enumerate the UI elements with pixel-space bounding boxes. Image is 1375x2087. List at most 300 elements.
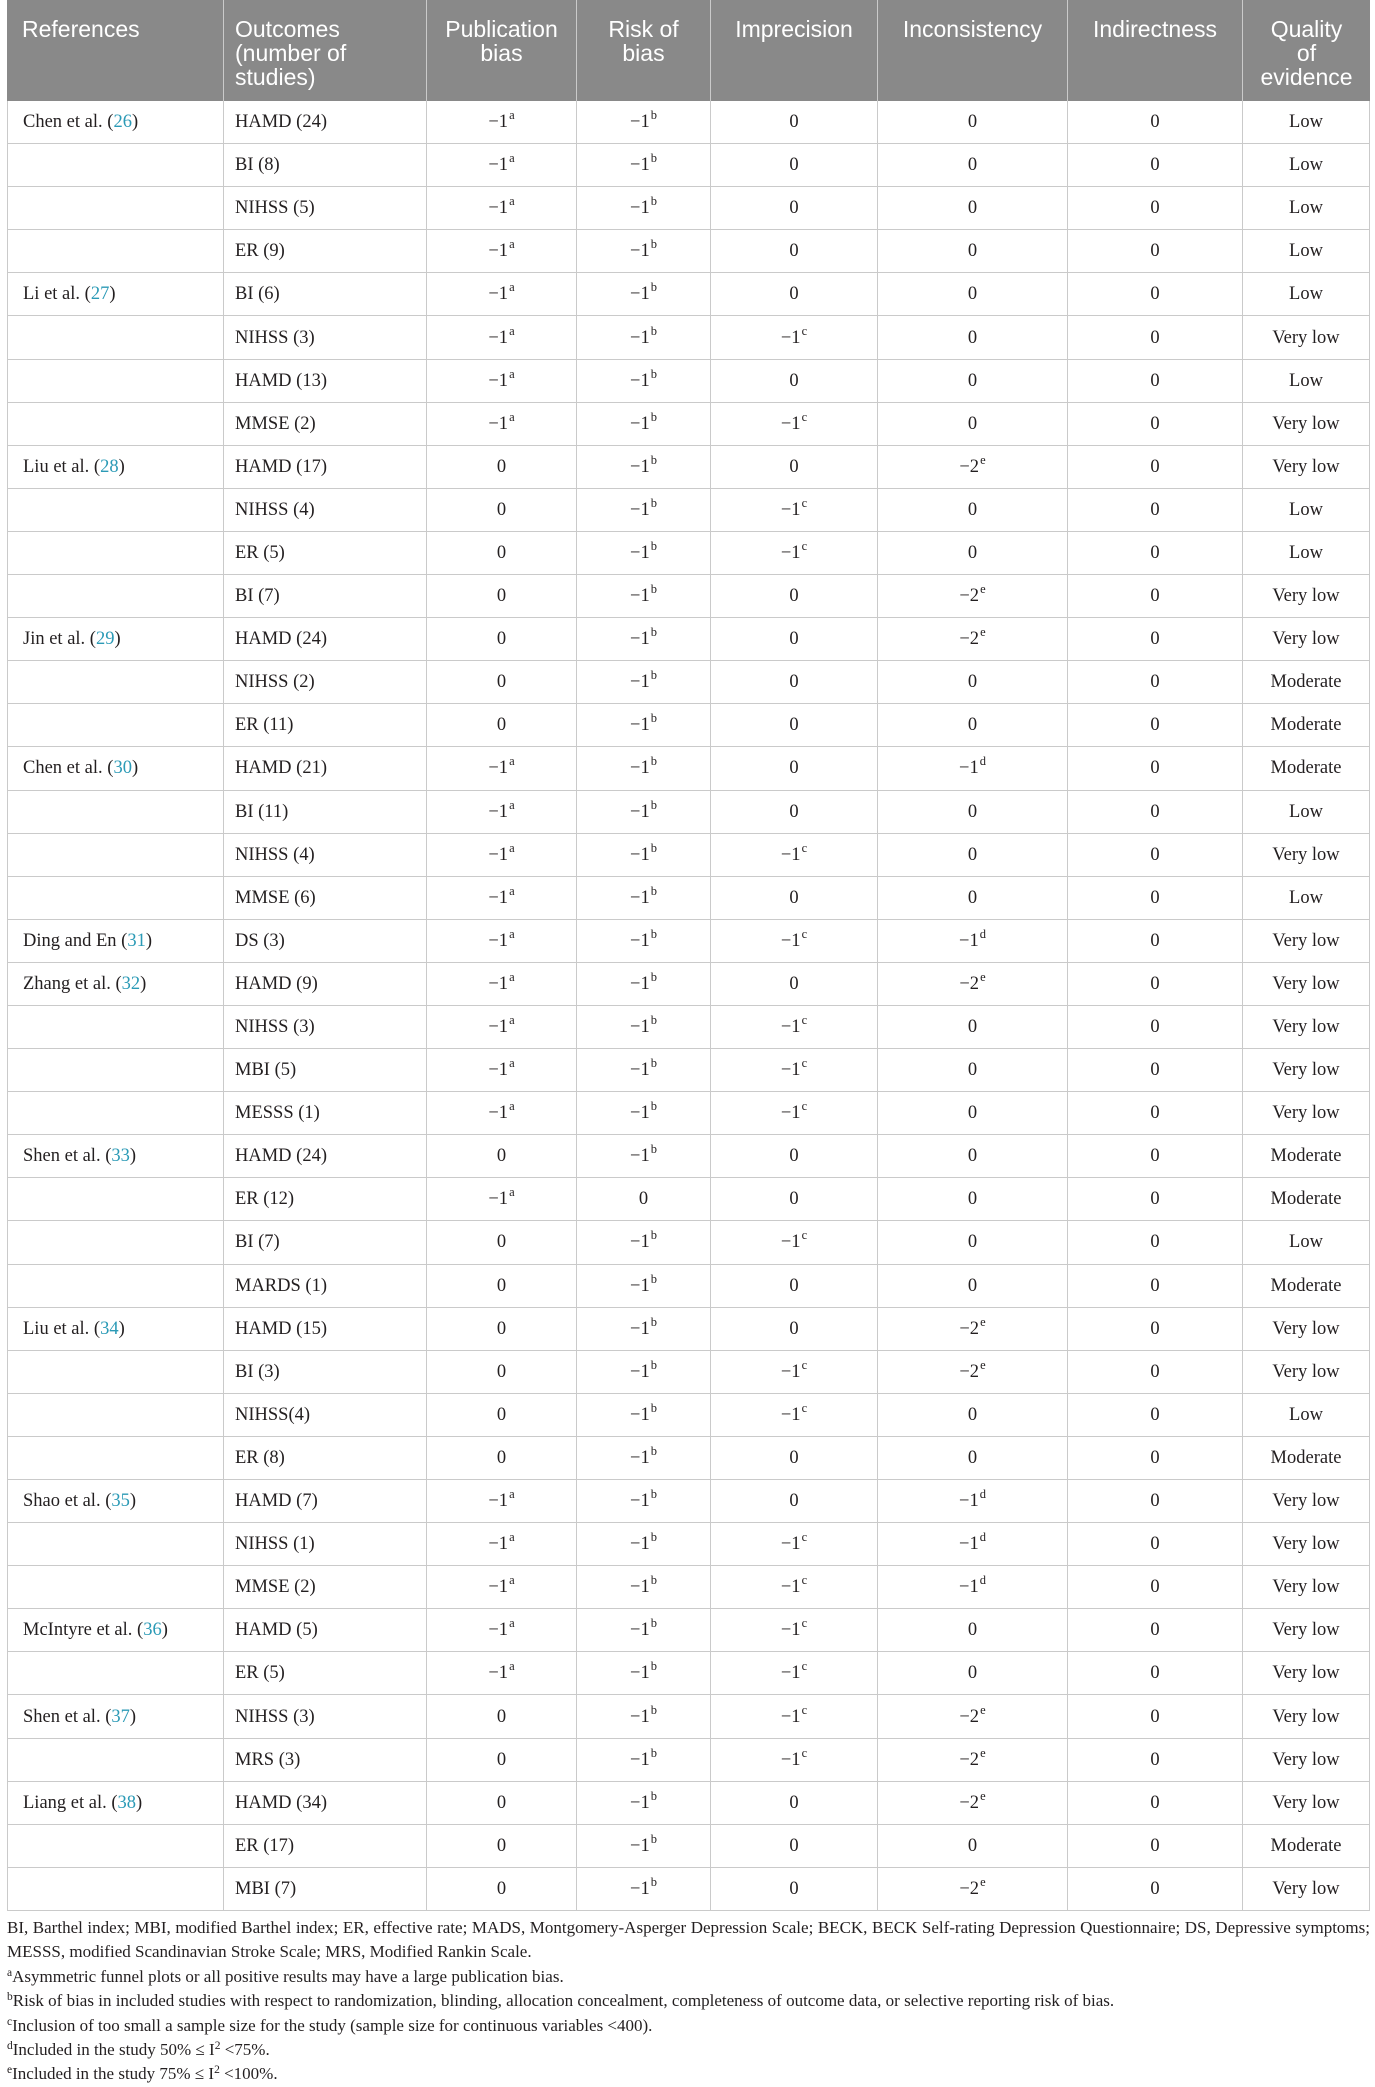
grade-value: −1 (630, 499, 650, 520)
inconsistency-cell (878, 273, 1068, 315)
quality-cell: Low (1243, 791, 1370, 833)
grade-value: −1 (630, 715, 650, 736)
reference-author: Liu et al. (23, 1318, 90, 1339)
column-header-risk-of-bias (577, 0, 711, 101)
grade-value: 0 (1150, 672, 1160, 693)
publication-bias-cell: −1 $^a$ (427, 360, 577, 402)
grade-value: −1 (630, 1060, 650, 1081)
footnote-mark: c (7, 2015, 13, 2028)
publication-bias-cell: −1 $^a$ (427, 1480, 577, 1522)
footnote-mark: e (7, 2064, 13, 2077)
risk-of-bias-cell: −1 $^b$ (577, 575, 711, 617)
grade-value: 0 (496, 1878, 507, 1899)
reference-author: Liu et al. (23, 456, 90, 477)
quality-cell: Very low (1243, 1006, 1370, 1048)
grade-value: −1 (630, 1663, 650, 1684)
grade-value: −1 (959, 930, 979, 951)
table-row (7, 187, 1370, 230)
table-header (7, 0, 1370, 101)
quality-cell: Very low (1243, 1566, 1370, 1608)
grade-value: 0 (967, 1404, 978, 1425)
imprecision-cell: −1 $^c$ (711, 1695, 878, 1737)
inconsistency-cell (878, 1437, 1068, 1479)
reference-link[interactable]: 26 (113, 112, 132, 133)
publication-bias-cell: −1 $^a$ (427, 963, 577, 1005)
grade-value: 0 (967, 241, 978, 262)
grade-value: 0 (789, 629, 799, 650)
inconsistency-cell (878, 791, 1068, 833)
grade-value: 0 (1150, 1534, 1160, 1555)
risk-of-bias-cell: −1 $^b$ (577, 920, 711, 962)
grade-value: 0 (1150, 1620, 1160, 1641)
reference-link[interactable]: 27 (90, 284, 110, 305)
grade-value: 0 (789, 801, 799, 822)
quality-cell: Very low (1243, 1782, 1370, 1824)
grade-value: −1 (630, 1706, 650, 1727)
inconsistency-cell (878, 316, 1068, 358)
grade-value: 0 (967, 887, 978, 908)
grade-value: 0 (496, 586, 507, 607)
outcome-cell: BI (11) (224, 791, 427, 833)
publication-bias-cell: −1 $^a$ (427, 1523, 577, 1565)
quality-cell: Moderate (1243, 1437, 1370, 1479)
quality-cell: Moderate (1243, 1825, 1370, 1867)
inconsistency-cell: −2 $^e$ (878, 1695, 1068, 1737)
publication-bias-cell (427, 1308, 577, 1350)
risk-of-bias-cell: −1 $^b$ (577, 1135, 711, 1177)
grade-value: −1 (630, 1878, 650, 1899)
publication-bias-cell (427, 661, 577, 703)
inconsistency-cell (878, 101, 1068, 143)
table-row (7, 532, 1370, 575)
reference-bracket-close: ) (131, 758, 139, 779)
grade-value: 0 (789, 586, 799, 607)
grade-value: 0 (967, 844, 978, 865)
grade-value: −1 (630, 1491, 650, 1512)
reference-bracket-open: ( (107, 112, 114, 133)
grade-value: 0 (1150, 370, 1160, 391)
publication-bias-cell: −1 $^a$ (427, 1652, 577, 1694)
grade-value: −1 (780, 1706, 801, 1727)
reference-cell (7, 877, 224, 919)
grade-value: −1 (488, 1017, 509, 1038)
outcome-cell: BI (7) (224, 1221, 427, 1263)
header-label: Publication bias (445, 16, 558, 66)
table-row (7, 273, 1370, 316)
quality-cell: Low (1243, 532, 1370, 574)
reference-cell (7, 1265, 224, 1307)
indirectness-cell (1068, 920, 1243, 962)
reference-bracket-open: ( (105, 1491, 112, 1512)
reference-link[interactable]: 29 (95, 629, 115, 650)
indirectness-cell (1068, 1480, 1243, 1522)
reference-link[interactable]: 33 (111, 1146, 130, 1167)
grade-value: −2 (959, 973, 980, 994)
grade-value: 0 (1150, 586, 1160, 607)
table-row (7, 1480, 1370, 1523)
table-footnotes (7, 1916, 1370, 2087)
reference-bracket-close: ) (136, 1792, 143, 1813)
indirectness-cell (1068, 1221, 1243, 1263)
grade-value: 0 (789, 1146, 799, 1167)
inconsistency-cell: −1 $^d$ (878, 1480, 1068, 1522)
grade-value: −1 (488, 155, 509, 176)
publication-bias-cell (427, 704, 577, 746)
quality-cell: Very low (1243, 920, 1370, 962)
inconsistency-cell (878, 187, 1068, 229)
grade-value: 0 (967, 801, 978, 822)
reference-bracket-close: ) (129, 1491, 137, 1512)
inconsistency-cell: −2 $^e$ (878, 446, 1068, 488)
outcome-cell: NIHSS (1) (224, 1523, 427, 1565)
footnote-text: Inclusion of too small a sample size for the study (sample size for continuous variables <400). (12, 2015, 653, 2035)
grade-value: −1 (488, 1577, 509, 1598)
risk-of-bias-cell: −1 $^b$ (577, 1609, 711, 1651)
reference-link[interactable]: 38 (117, 1792, 137, 1813)
quality-cell: Very low (1243, 1308, 1370, 1350)
grade-value: −1 (630, 413, 650, 434)
risk-of-bias-cell: −1 $^b$ (577, 1652, 711, 1694)
grade-value: −1 (630, 586, 650, 607)
reference-bracket-close: ) (145, 930, 152, 951)
inconsistency-cell (878, 834, 1068, 876)
grade-value: 0 (1150, 1060, 1160, 1081)
outcome-cell: MMSE (6) (224, 877, 427, 919)
outcome-cell: NIHSS (5) (224, 187, 427, 229)
risk-of-bias-cell: −1 $^b$ (577, 1265, 711, 1307)
quality-cell: Moderate (1243, 1135, 1370, 1177)
publication-bias-cell: −1 $^a$ (427, 1092, 577, 1134)
grade-value: −2 (959, 1318, 980, 1339)
table-row (7, 747, 1370, 790)
risk-of-bias-cell: −1 $^b$ (577, 187, 711, 229)
quality-cell: Moderate (1243, 747, 1370, 789)
publication-bias-cell: −1 $^a$ (427, 1006, 577, 1048)
reference-cell (7, 704, 224, 746)
grade-value: −1 (630, 1146, 650, 1167)
grade-value: 0 (967, 1103, 978, 1124)
table-row (7, 1566, 1370, 1609)
reference-link[interactable]: 35 (111, 1491, 130, 1512)
risk-of-bias-cell: −1 $^b$ (577, 791, 711, 833)
outcome-cell: MMSE (2) (224, 403, 427, 445)
imprecision-cell (711, 187, 878, 229)
reference-cell (7, 920, 224, 962)
risk-of-bias-cell: −1 $^b$ (577, 1782, 711, 1824)
table-row (7, 360, 1370, 403)
grade-value: −1 (780, 1620, 801, 1641)
grade-value: 0 (1150, 887, 1160, 908)
grade-value: −1 (780, 1103, 801, 1124)
reference-author: Shen et al. (23, 1706, 101, 1727)
reference-link[interactable]: 36 (143, 1620, 162, 1641)
reference-link[interactable]: 28 (100, 456, 119, 477)
table-row (7, 920, 1370, 963)
reference-bracket-open: ( (115, 973, 122, 994)
risk-of-bias-cell: −1 $^b$ (577, 1006, 711, 1048)
reference-cell (7, 532, 224, 574)
outcome-cell: HAMD (7) (224, 1480, 427, 1522)
reference-cell (7, 144, 224, 186)
grade-value: −1 (630, 327, 650, 348)
indirectness-cell (1068, 1825, 1243, 1867)
grade-value: 0 (789, 284, 799, 305)
reference-bracket-close: ) (109, 284, 116, 305)
grade-value: 0 (967, 1232, 978, 1253)
grade-value: −1 (488, 413, 509, 434)
table-row (7, 1049, 1370, 1092)
grade-value: 0 (789, 715, 799, 736)
imprecision-cell (711, 1825, 878, 1867)
publication-bias-cell (427, 489, 577, 531)
indirectness-cell (1068, 230, 1243, 272)
outcome-cell: ER (5) (224, 1652, 427, 1694)
table-row (7, 1652, 1370, 1695)
indirectness-cell (1068, 1868, 1243, 1910)
reference-link[interactable]: 31 (127, 930, 146, 951)
reference-author: Chen et al. (23, 112, 103, 133)
risk-of-bias-cell: −1 $^b$ (577, 1480, 711, 1522)
grade-value: −1 (630, 542, 650, 563)
imprecision-cell: −1 $^c$ (711, 1652, 878, 1694)
imprecision-cell: −1 $^c$ (711, 1092, 878, 1134)
grade-value: −1 (488, 327, 509, 348)
inconsistency-cell (878, 704, 1068, 746)
footnote-text: <75%. (220, 2040, 270, 2060)
reference-bracket-open: ( (93, 1318, 101, 1339)
grade-value: 0 (967, 1663, 978, 1684)
footnote-text: Risk of bias in included studies with respect to randomization, blinding, allocation concealment, completeness of outcome data, or selective reporting risk of bias. (12, 1991, 1115, 2011)
grade-value: 0 (1150, 1663, 1160, 1684)
table-row (7, 1178, 1370, 1221)
grade-value: 0 (1150, 1146, 1160, 1167)
reference-cell (7, 1782, 224, 1824)
table-row (7, 1006, 1370, 1049)
indirectness-cell (1068, 877, 1243, 919)
imprecision-cell (711, 1135, 878, 1177)
grade-value: −1 (630, 198, 650, 219)
quality-cell: Moderate (1243, 1178, 1370, 1220)
imprecision-cell: −1 $^c$ (711, 1394, 878, 1436)
risk-of-bias-cell: −1 $^b$ (577, 273, 711, 315)
grade-value: 0 (789, 370, 799, 391)
imprecision-cell: −1 $^c$ (711, 316, 878, 358)
outcome-cell: HAMD (5) (224, 1609, 427, 1651)
reference-author: Shao et al. (23, 1491, 101, 1512)
publication-bias-cell (427, 575, 577, 617)
publication-bias-cell (427, 1221, 577, 1263)
indirectness-cell (1068, 360, 1243, 402)
publication-bias-cell (427, 1782, 577, 1824)
reference-cell (7, 1221, 224, 1263)
inconsistency-cell (878, 1092, 1068, 1134)
header-label: Quality of evidence (1260, 16, 1353, 90)
grade-value: −1 (488, 887, 509, 908)
grade-value: 0 (1150, 155, 1160, 176)
grade-value: 0 (1150, 1706, 1160, 1727)
reference-cell (7, 1695, 224, 1737)
grade-value: 0 (1150, 456, 1160, 477)
grade-value: 0 (496, 542, 507, 563)
grade-value: 0 (1150, 413, 1160, 434)
table-row (7, 963, 1370, 1006)
table-row (7, 877, 1370, 920)
outcome-cell: HAMD (24) (224, 1135, 427, 1177)
reference-cell (7, 1135, 224, 1177)
outcome-cell: DS (3) (224, 920, 427, 962)
risk-of-bias-cell: −1 $^b$ (577, 1695, 711, 1737)
grade-value: 0 (967, 1620, 978, 1641)
publication-bias-cell (427, 1825, 577, 1867)
grade-value: 0 (496, 629, 507, 650)
quality-cell: Very low (1243, 1523, 1370, 1565)
publication-bias-cell (427, 1265, 577, 1307)
outcome-cell: ER (8) (224, 1437, 427, 1479)
grade-value: 0 (967, 112, 978, 133)
quality-cell: Very low (1243, 1049, 1370, 1091)
table-row (7, 1782, 1370, 1825)
header-label: Indirectness (1092, 16, 1217, 42)
risk-of-bias-cell: −1 $^b$ (577, 747, 711, 789)
grade-value: 0 (789, 198, 799, 219)
table-row (7, 1739, 1370, 1782)
table-row (7, 144, 1370, 187)
reference-cell (7, 360, 224, 402)
reference-author: Zhang et al. (23, 973, 111, 994)
outcome-cell: NIHSS (4) (224, 834, 427, 876)
grade-value: 0 (1150, 1275, 1160, 1296)
reference-bracket-close: ) (114, 629, 121, 650)
risk-of-bias-cell (577, 1178, 711, 1220)
inconsistency-cell (878, 532, 1068, 574)
reference-bracket-close: ) (118, 1318, 125, 1339)
publication-bias-cell: −1 $^a$ (427, 1609, 577, 1651)
table-row (7, 489, 1370, 532)
indirectness-cell (1068, 575, 1243, 617)
inconsistency-cell (878, 1825, 1068, 1867)
header-label: Outcomes (number of studies) (235, 16, 347, 90)
grade-value: 0 (789, 1835, 799, 1856)
inconsistency-cell (878, 1652, 1068, 1694)
outcome-cell: MRS (3) (224, 1739, 427, 1781)
risk-of-bias-cell: −1 $^b$ (577, 1868, 711, 1910)
outcome-cell: BI (6) (224, 273, 427, 315)
quality-cell: Moderate (1243, 1265, 1370, 1307)
reference-author: Shen et al. (23, 1146, 101, 1167)
grade-value: 0 (789, 155, 799, 176)
grade-value: −1 (630, 1749, 650, 1770)
grade-value: 0 (1150, 1103, 1160, 1124)
reference-link[interactable]: 30 (113, 758, 132, 779)
quality-cell: Very low (1243, 1739, 1370, 1781)
grade-value: 0 (1150, 1749, 1160, 1770)
indirectness-cell (1068, 1437, 1243, 1479)
grade-value: −1 (488, 370, 509, 391)
grade-value: −1 (959, 758, 979, 779)
grade-value: −1 (780, 1534, 801, 1555)
reference-cell (7, 1825, 224, 1867)
indirectness-cell (1068, 834, 1243, 876)
quality-cell: Low (1243, 273, 1370, 315)
indirectness-cell (1068, 1695, 1243, 1737)
grade-value: 0 (496, 499, 507, 520)
reference-cell (7, 403, 224, 445)
superscript: 2 (214, 2064, 220, 2077)
abbreviations-note: BI, Barthel index; MBI, modified Barthel index; ER, effective rate; MADS, Montgomery-Asperger Depression Scale; BECK, BECK Self-rating Depression Questionnaire; DS, Depressive symptoms; MESSS, modified Scandinavian Stroke Scale; MRS, Modified Rankin Scale. (7, 1918, 1370, 1962)
outcome-cell: NIHSS (3) (224, 1695, 427, 1737)
publication-bias-cell: −1 $^a$ (427, 747, 577, 789)
outcome-cell: HAMD (13) (224, 360, 427, 402)
imprecision-cell (711, 1480, 878, 1522)
publication-bias-cell: −1 $^a$ (427, 316, 577, 358)
grade-value: −2 (959, 1878, 980, 1899)
grade-value: 0 (496, 672, 507, 693)
reference-cell (7, 1868, 224, 1910)
footnote-text: <100%. (219, 2064, 278, 2084)
grade-value: −1 (630, 284, 650, 305)
grade-value: −1 (630, 1447, 650, 1468)
reference-cell (7, 1351, 224, 1393)
reference-cell (7, 1394, 224, 1436)
grade-value: 0 (967, 542, 978, 563)
grade-value: −1 (630, 155, 650, 176)
outcome-cell: HAMD (24) (224, 618, 427, 660)
reference-link[interactable]: 32 (121, 973, 141, 994)
grade-value: 0 (1150, 1318, 1160, 1339)
column-header-quality-of-evidence (1243, 0, 1370, 101)
quality-cell: Very low (1243, 1695, 1370, 1737)
publication-bias-cell: −1 $^a$ (427, 273, 577, 315)
quality-cell: Very low (1243, 1868, 1370, 1910)
quality-cell: Low (1243, 1221, 1370, 1263)
reference-cell (7, 575, 224, 617)
grade-value: −1 (488, 930, 509, 951)
reference-bracket-close: ) (161, 1620, 168, 1641)
grade-value: −1 (630, 1275, 650, 1296)
reference-bracket-open: ( (84, 284, 91, 305)
grade-value: −1 (959, 1534, 979, 1555)
grade-value: −1 (630, 801, 650, 822)
imprecision-cell (711, 360, 878, 402)
reference-cell (7, 101, 224, 143)
column-header-outcomes (224, 0, 427, 101)
grade-value: −1 (488, 1620, 509, 1641)
footnote-mark: a (7, 1966, 13, 1979)
reference-bracket-close: ) (129, 1146, 137, 1167)
imprecision-cell: −1 $^c$ (711, 1221, 878, 1263)
grade-value: −1 (488, 758, 509, 779)
reference-link[interactable]: 37 (111, 1706, 130, 1727)
table-row (7, 403, 1370, 446)
grade-value: 0 (789, 672, 799, 693)
imprecision-cell: −1 $^c$ (711, 834, 878, 876)
table-row (7, 1609, 1370, 1652)
footnote-mark: b (7, 1991, 13, 2004)
grade-value: 0 (496, 1361, 507, 1382)
reference-bracket-close: ) (129, 1706, 137, 1727)
reference-author: Liang et al. (23, 1792, 107, 1813)
grade-value: −1 (488, 1534, 509, 1555)
quality-cell: Very low (1243, 1480, 1370, 1522)
imprecision-cell: −1 $^c$ (711, 1523, 878, 1565)
reference-link[interactable]: 34 (100, 1318, 119, 1339)
publication-bias-cell (427, 1739, 577, 1781)
table-row (7, 834, 1370, 877)
reference-cell (7, 1006, 224, 1048)
quality-cell: Very low (1243, 963, 1370, 1005)
risk-of-bias-cell: −1 $^b$ (577, 661, 711, 703)
risk-of-bias-cell: −1 $^b$ (577, 1049, 711, 1091)
